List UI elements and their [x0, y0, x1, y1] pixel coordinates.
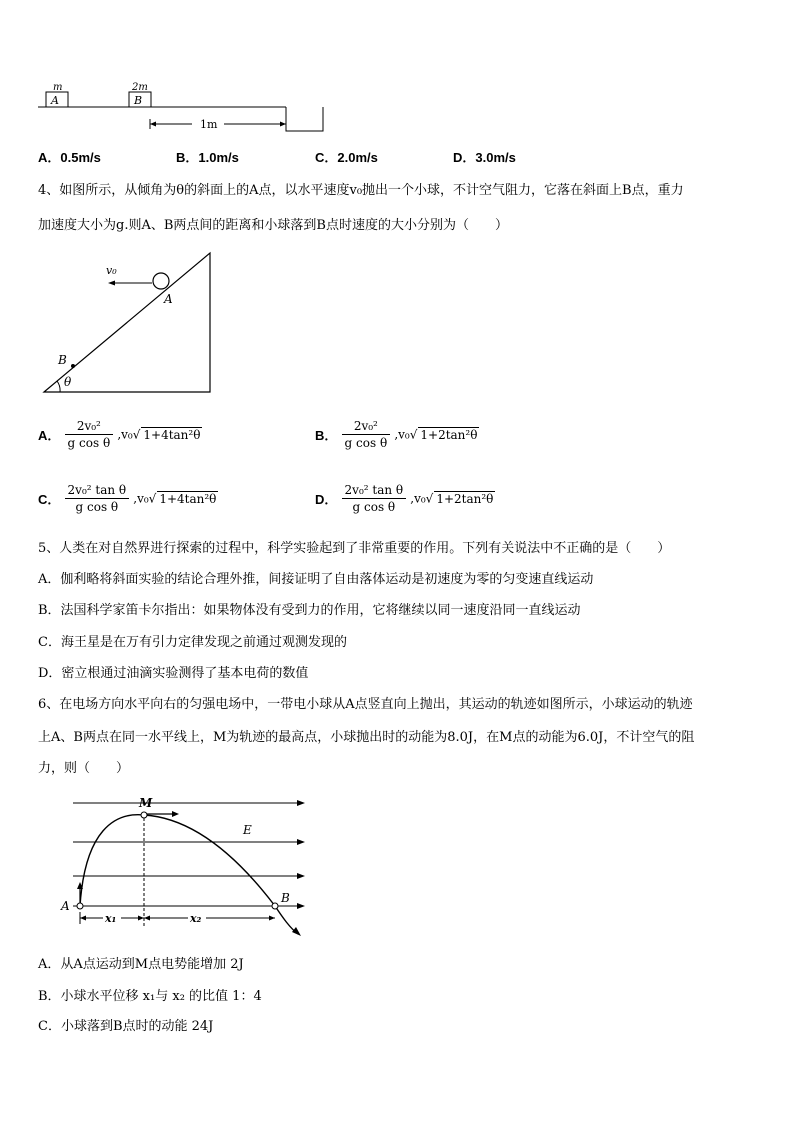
- point-b: [71, 364, 75, 368]
- angle-arc: [57, 381, 60, 392]
- x2-arrow-right: [269, 916, 275, 921]
- q6-stem-line2: 上A、B两点在同一水平线上，M为轨迹的最高点，小球抛出时的动能为8.0J，在M点的动能为6.0J，不计空气的阻: [38, 730, 695, 745]
- q5-stem: 5、人类在对自然界进行探索的过程中，科学实验起到了非常重要的作用。下列有关说法中不正确的是（ ）: [38, 541, 671, 556]
- q6-stem-line3: 力，则（ ）: [38, 761, 130, 776]
- q5-option-c[interactable]: C．海王星是在万有引力定律发现之前通过观测发现的: [38, 635, 347, 650]
- block-a-label: A: [51, 94, 59, 107]
- x1-arrow-left: [80, 916, 86, 921]
- q6-option-a[interactable]: A．从A点运动到M点电势能增加 2J: [38, 957, 244, 972]
- q3-option-d[interactable]: D．3.0m/s: [453, 150, 516, 165]
- q4-stem-line2: 加速度大小为g.则A、B两点间的距离和小球落到B点时速度的大小分别为（ ）: [38, 218, 508, 233]
- x1-arrow-right: [138, 916, 144, 921]
- point-a-label: A: [61, 899, 70, 913]
- incline-figure: [40, 250, 220, 400]
- field-line-2-arrow: [297, 839, 305, 845]
- x2-label: x₂: [190, 912, 202, 925]
- q6-option-b[interactable]: B．小球水平位移 x₁与 x₂ 的比值 1：4: [38, 989, 262, 1004]
- point-b-label: B: [58, 353, 67, 367]
- point-m: [141, 812, 147, 818]
- x1-label: x₁: [105, 912, 117, 925]
- q5-option-d[interactable]: D．密立根通过油滴实验测得了基本电荷的数值: [38, 666, 309, 681]
- ball: [153, 273, 169, 289]
- q6-option-c[interactable]: C．小球落到B点时的动能 24J: [38, 1019, 214, 1034]
- q3-option-c[interactable]: C．2.0m/s: [315, 150, 378, 165]
- point-b-label: B: [281, 891, 290, 905]
- q4-stem-line1: 4、如图所示，从倾角为θ的斜面上的A点，以水平速度v₀抛出一个小球，不计空气阻力，它落在斜面上B点，重力: [38, 183, 684, 198]
- q5-option-a[interactable]: A．伽利略将斜面实验的结论合理外推，间接证明了自由落体运动是初速度为零的匀变速直线运动: [38, 572, 594, 587]
- q4-option-a[interactable]: A． $\frac{\text{2v₀²}}{\text{g cos θ}}$ ,v₀√ 1+4tan²θ: [38, 419, 201, 450]
- field-line-4-arrow: [297, 903, 305, 909]
- arrowhead-left: [150, 122, 156, 127]
- mass-a-label: m: [53, 82, 63, 93]
- block-b-label: B: [134, 94, 143, 107]
- x2-arrow-left: [144, 916, 150, 921]
- drop-step: [286, 107, 323, 131]
- theta-label: θ: [64, 375, 72, 389]
- velocity-arrowhead: [108, 281, 115, 286]
- q3-option-b[interactable]: B．1.0m/s: [176, 150, 239, 165]
- mass-b-label: 2m: [132, 82, 148, 93]
- distance-label: 1m: [200, 118, 218, 131]
- q4-option-c[interactable]: C． $\frac{\text{2v₀² tan θ}}{\text{g cos θ}}$ ,v₀√ 1+4tan²θ: [38, 483, 217, 514]
- q5-option-b[interactable]: B．法国科学家笛卡尔指出：如果物体没有受到力的作用，它将继续以同一速度沿同一直线运动: [38, 603, 581, 618]
- trajectory-arrow: [292, 927, 301, 936]
- m-velocity-arrowhead: [172, 811, 179, 817]
- q6-stem-line1: 6、在电场方向水平向右的匀强电场中，一带电小球从A点竖直向上抛出，其运动的轨迹如图所示，小球运动的轨迹: [38, 697, 693, 712]
- field-line-3-arrow: [297, 873, 305, 879]
- point-a: [77, 903, 83, 909]
- field-line-1-arrow: [297, 800, 305, 806]
- arrowhead-right: [280, 122, 286, 127]
- field-e-label: E: [243, 823, 252, 837]
- field-trajectory-figure: [55, 790, 315, 940]
- q4-option-b[interactable]: B． $\frac{\text{2v₀²}}{\text{g cos θ}}$ ,v₀√ 1+2tan²θ: [315, 419, 478, 450]
- q3-option-a[interactable]: A．0.5m/s: [38, 150, 101, 165]
- point-a-label: A: [164, 292, 173, 306]
- blocks-figure: [38, 78, 338, 138]
- q4-option-d[interactable]: D． $\frac{\text{2v₀² tan θ}}{\text{g cos θ}}$ ,v₀√ 1+2tan²θ: [315, 483, 494, 514]
- point-m-label: M: [139, 796, 153, 810]
- v0-label: v₀: [106, 264, 117, 277]
- point-b: [272, 903, 278, 909]
- incline: [44, 253, 210, 392]
